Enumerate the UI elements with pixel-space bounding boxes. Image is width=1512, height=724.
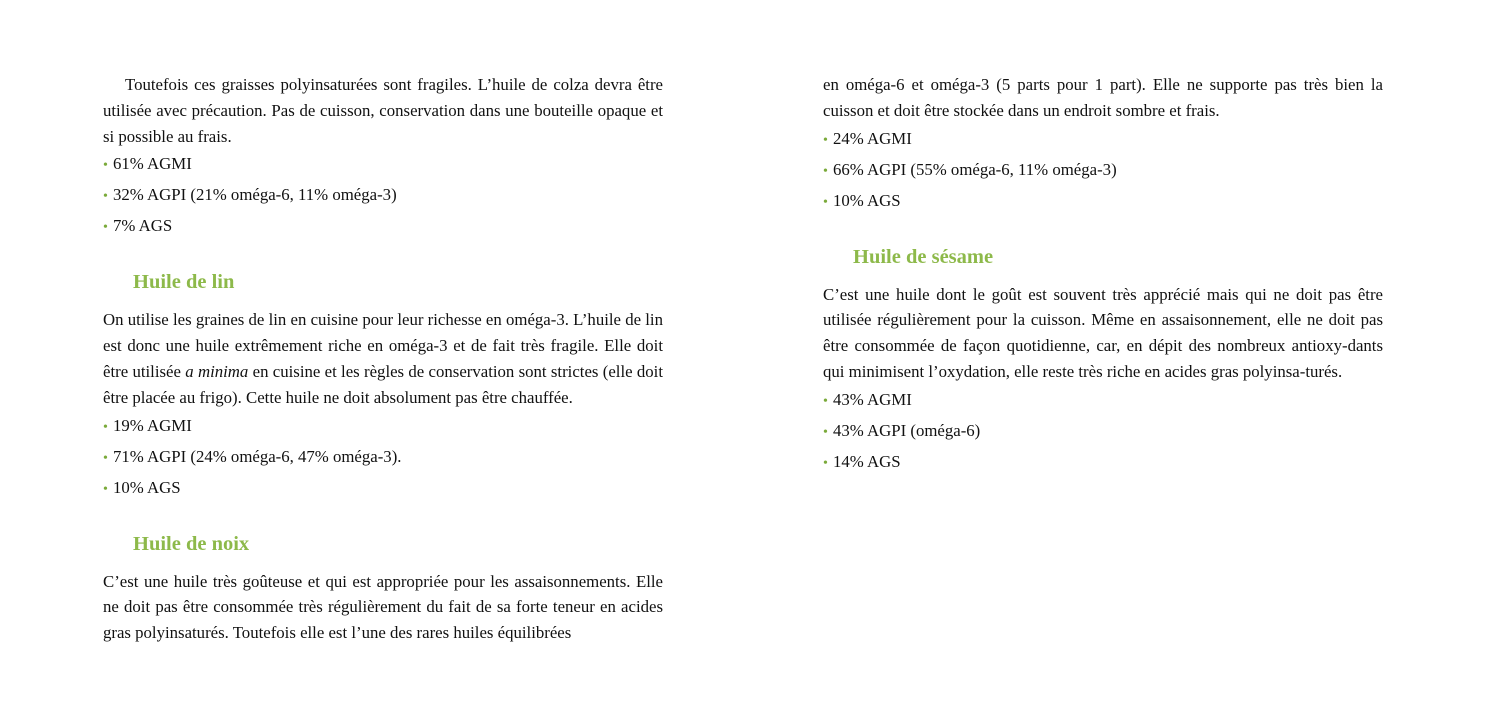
bullet-icon: • — [823, 132, 828, 148]
colza-composition-list — [103, 149, 663, 242]
bullet-icon: • — [103, 220, 108, 236]
list-item-text: 71% AGPI (24% oméga-6, 47% oméga-3). — [113, 446, 402, 466]
list-item-text: 43% AGMI — [833, 389, 912, 409]
list-item — [103, 473, 663, 504]
list-item — [823, 155, 1383, 186]
noix-composition-list — [823, 124, 1383, 217]
bullet-icon: • — [823, 194, 828, 210]
lin-paragraph-italic: a minima — [185, 361, 249, 381]
bullet-icon: • — [823, 424, 828, 440]
heading-huile-de-sesame: Huile de sésame — [853, 245, 994, 268]
list-item — [103, 211, 663, 242]
list-item — [103, 442, 663, 473]
list-item-text: 66% AGPI (55% oméga-6, 11% oméga-3) — [833, 159, 1117, 179]
right-column — [823, 72, 1383, 478]
sesame-paragraph: C’est une huile dont le goût est souvent très apprécié mais qui ne doit pas être utilisée régulièrement pour la cuisson. Même en assaisonnement, elle ne doit pas être consommée de façon quotidienne, car, en dépit des nombreux antioxy-dants qui minimisent l’oxydation, elle reste très riche en acides gras polyinsa-turés. — [823, 284, 1383, 381]
list-item-text: 43% AGPI (oméga-6) — [833, 420, 981, 440]
list-item — [823, 124, 1383, 155]
lin-composition-list — [103, 411, 663, 504]
bullet-icon: • — [823, 455, 828, 471]
list-item-text: 19% AGMI — [113, 415, 192, 435]
left-column — [103, 72, 663, 646]
list-item — [823, 416, 1383, 447]
bullet-icon: • — [103, 189, 108, 205]
list-item-text: 32% AGPI (21% oméga-6, 11% oméga-3) — [113, 185, 397, 205]
lin-paragraph-start: On utilise les graines de lin en cuisine pour leur richesse en oméga-3. L’huile de lin est donc une huile extrêmement riche en oméga-3 et de fait très fragile. Elle doit être utilisée — [103, 310, 663, 381]
bullet-icon: • — [823, 393, 828, 409]
noix-paragraph-continuation: en oméga-6 et oméga-3 (5 parts pour 1 part). Elle ne supporte pas très bien la cuisson et doit être stockée dans un endroit sombre et frais. — [823, 75, 1383, 120]
bullet-icon: • — [103, 158, 108, 174]
colza-paragraph: Toutefois ces graisses polyinsaturées sont fragiles. L’huile de colza devra être utilisée avec précaution. Pas de cuisson, conservation dans une bouteille opaque et si possible au frais. — [103, 75, 663, 146]
list-item — [103, 180, 663, 211]
list-item — [103, 149, 663, 180]
bullet-icon: • — [103, 450, 108, 466]
list-item-text: 14% AGS — [833, 451, 901, 471]
bullet-icon: • — [823, 163, 828, 179]
sesame-composition-list — [823, 385, 1383, 478]
lin-paragraph — [103, 307, 663, 410]
list-item-text: 61% AGMI — [113, 154, 192, 174]
heading-huile-de-noix: Huile de noix — [133, 532, 250, 555]
list-item — [823, 447, 1383, 478]
list-item — [823, 385, 1383, 416]
list-item — [823, 186, 1383, 217]
list-item-text: 24% AGMI — [833, 128, 912, 148]
list-item — [103, 411, 663, 442]
list-item-text: 10% AGS — [113, 477, 181, 497]
bullet-icon: • — [103, 419, 108, 435]
noix-paragraph: C’est une huile très goûteuse et qui est appropriée pour les assaisonnements. Elle ne doit pas être consommée très régulièrement du fait de sa forte teneur en acides gras polyinsaturés. Toutefois elle est l’une des rares huiles équilibrées — [103, 571, 663, 643]
list-item-text: 7% AGS — [113, 216, 173, 236]
bullet-icon: • — [103, 481, 108, 497]
list-item-text: 10% AGS — [833, 190, 901, 210]
heading-huile-de-lin: Huile de lin — [133, 271, 235, 294]
lin-paragraph-end: en cuisine et les règles de conservation sont strictes (elle doit être placée au frigo). Cette huile ne doit absolument pas être chauffée. — [103, 361, 663, 407]
